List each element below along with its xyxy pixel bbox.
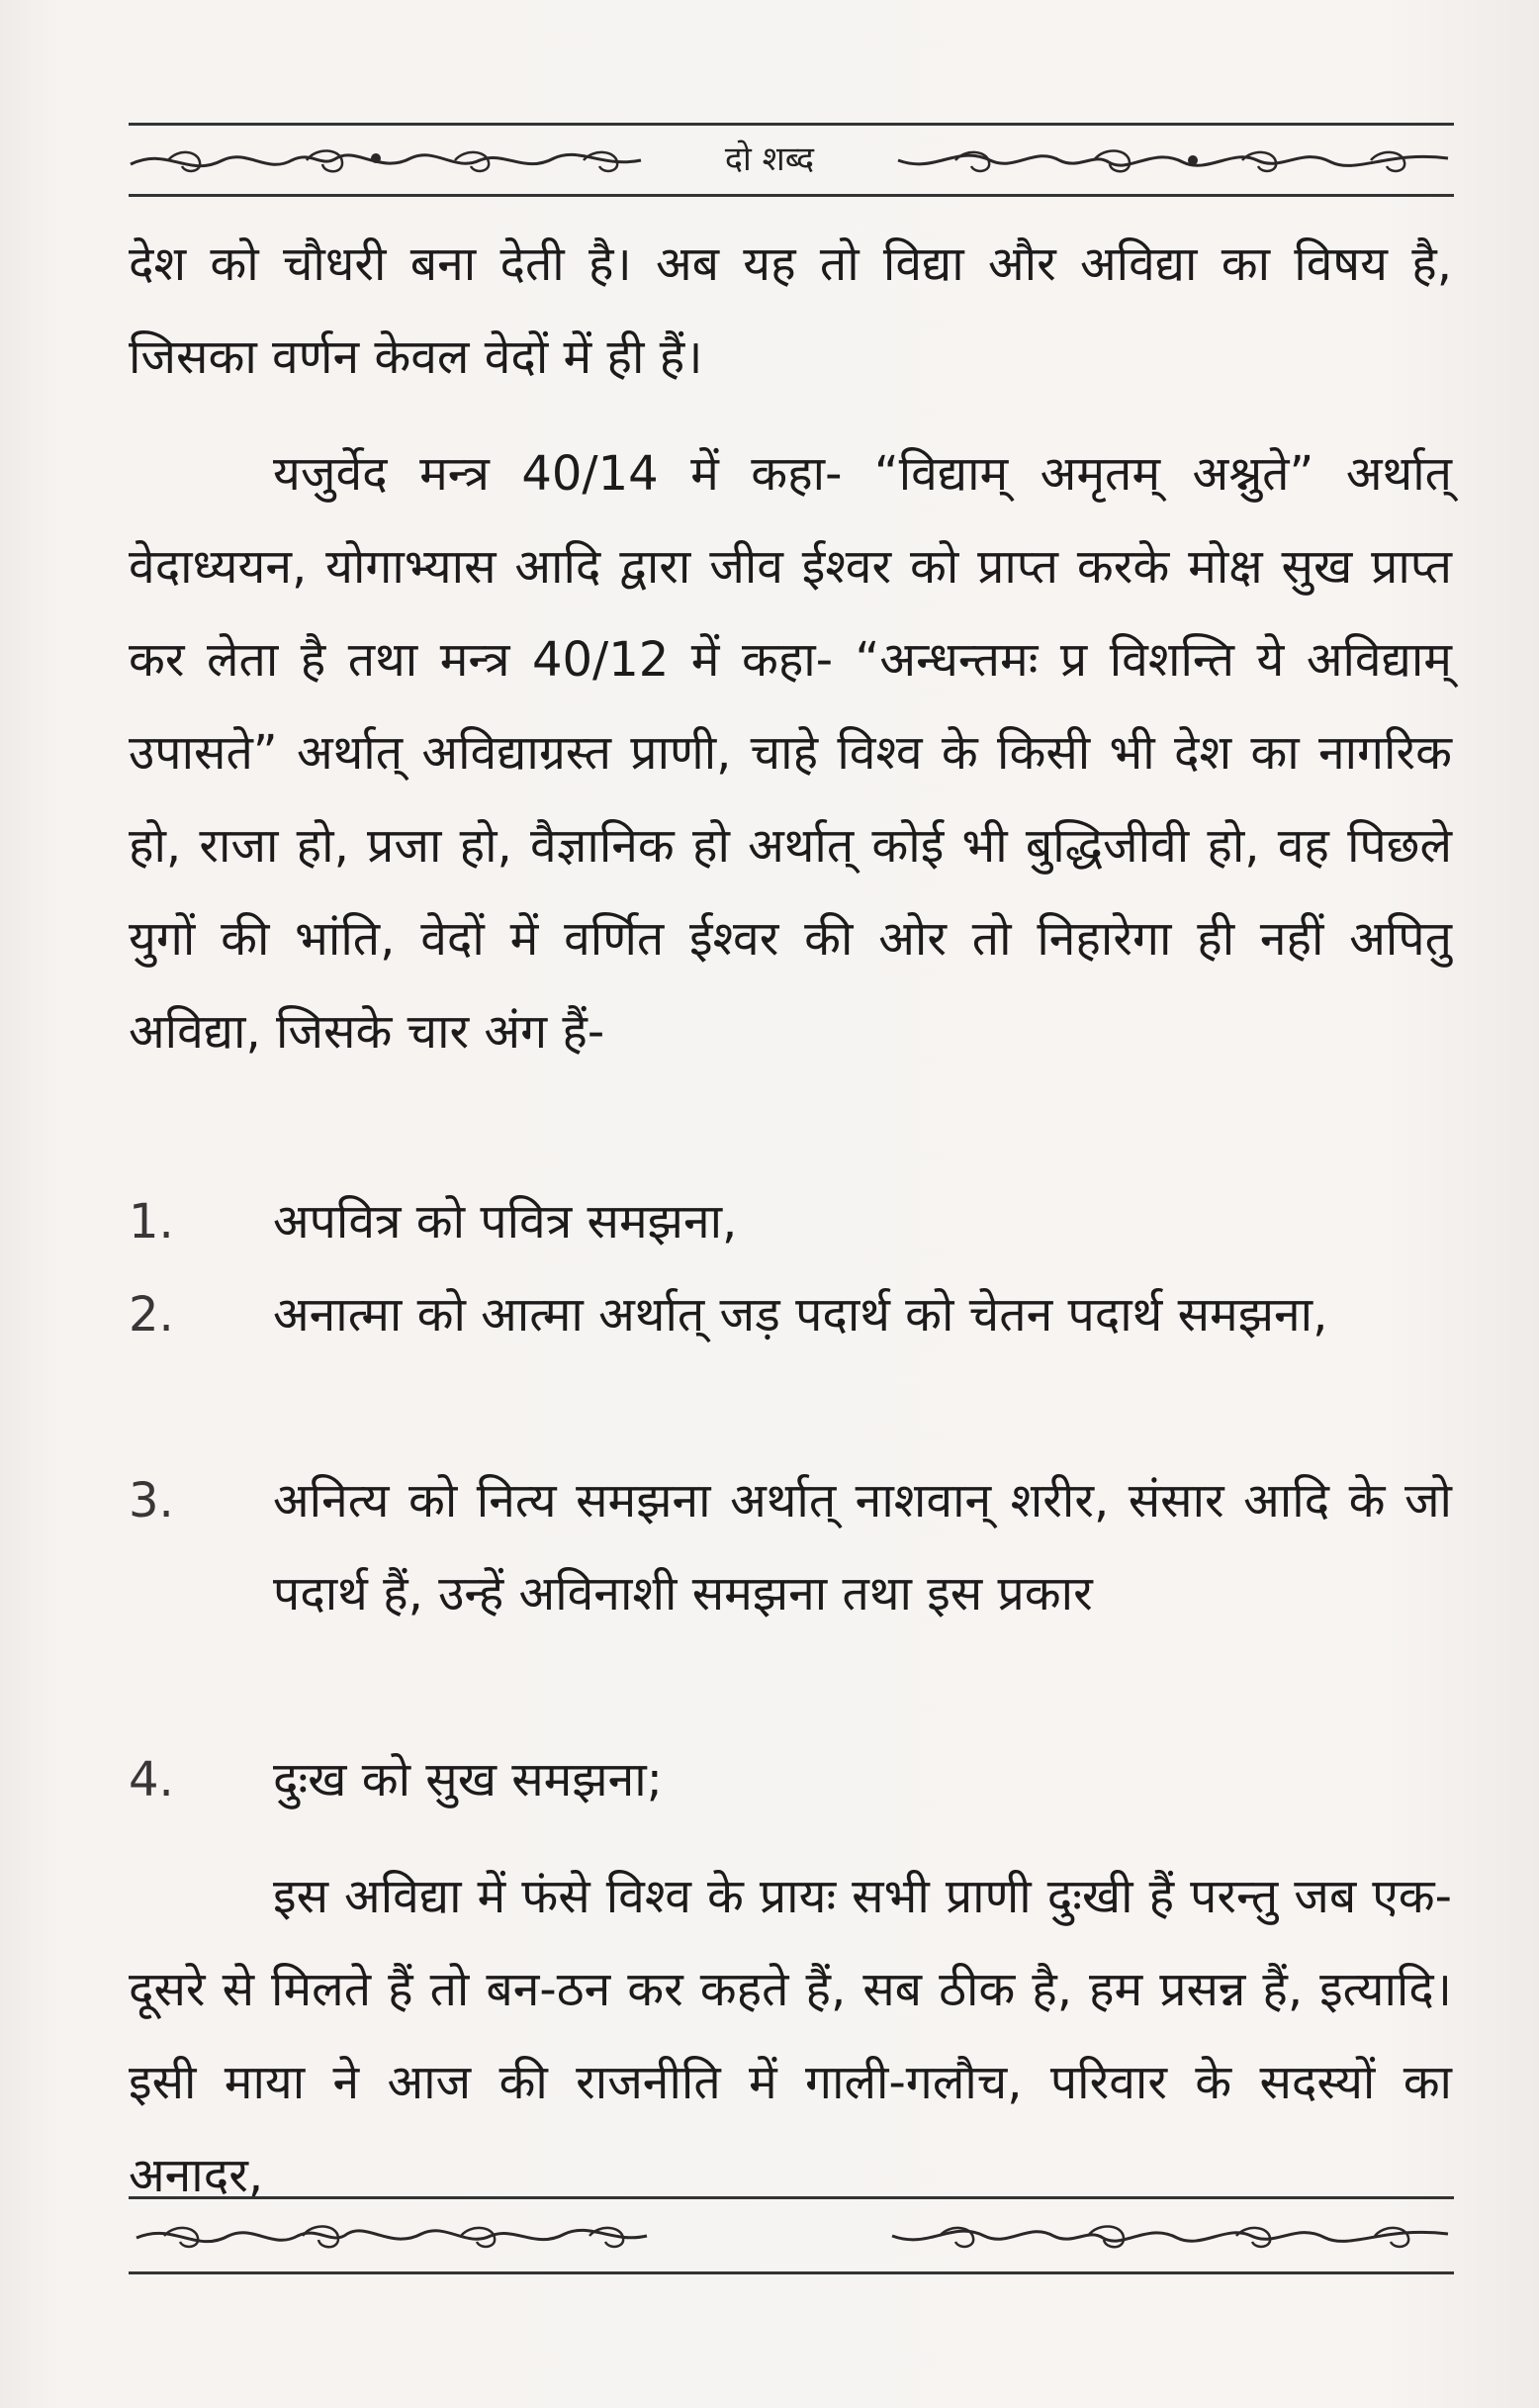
list-number: 1. [129,1194,174,1250]
paragraph-1: देश को चौधरी बना देती है। अब यह तो विद्या और अविद्या का विषय है, जिसका वर्णन केवल वेदों में ही हैं। [129,236,1452,385]
list-number: 4. [129,1752,174,1807]
page-body [129,218,1452,2203]
paragraph-2: यजुर्वेद मन्त्र 40/14 में कहा- “विद्याम् अमृतम् अश्नुते” अर्थात् वेदाध्ययन, योगाभ्यास आदि द्वारा जीव ईश्वर को प्राप्त करके मोक्ष सुख प्राप्त कर लेता है तथा मन्त्र 40/12 में कहा- “अन्धन्तमः प्र विशन्ति ये अविद्याम् उपासते” अर्थात् अविद्याग्रस्त प्राणी, चाहे विश्व के किसी भी देश का नागरिक हो, राजा हो, प्रजा हो, वैज्ञानिक हो अर्थात् कोई भी बुद्धिजीवी हो, वह पिछले युगों की भांति, वेदों में वर्णित ईश्वर की ओर तो निहारेगा ही नहीं अपितु अविद्या, जिसके चार अंग हैं- [129,446,1452,1060]
footer-bottom-rule [129,2271,1454,2274]
list-number: 3. [129,1473,174,1528]
list-text: दुःख को सुख समझना; [273,1752,663,1807]
list-text: अपवित्र को पवित्र समझना, [273,1194,738,1250]
footer-top-rule [129,2196,1454,2199]
footer-left-ornament-icon [135,2214,649,2258]
page-header-title: दो शब्द [724,139,815,179]
list-number: 2. [129,1287,174,1343]
list-text: अनात्मा को आत्मा अर्थात् जड़ पदार्थ को चेतन पदार्थ समझना, [273,1287,1328,1343]
footer-right-ornament-icon [890,2214,1450,2258]
header-bottom-rule [129,194,1454,197]
header-left-ornament-icon [129,139,643,182]
header-top-rule [129,123,1454,126]
paragraph-3: इस अविद्या में फंसे विश्व के प्रायः सभी प्राणी दुःखी हैं परन्तु जब एक-दूसरे से मिलते हैं तो बन-ठन कर कहते हैं, सब ठीक है, हम प्रसन्न हैं, इत्यादि। इसी माया ने आज की राजनीति में गाली-गलौच, परिवार के सदस्यों का अनादर, [129,1869,1452,2203]
header-right-ornament-icon [896,139,1450,182]
list-text: अनित्य को नित्य समझना अर्थात् नाशवान् शरीर, संसार आदि के जो पदार्थ हैं, उन्हें अविनाशी समझना तथा इस प्रकार [273,1473,1452,1621]
